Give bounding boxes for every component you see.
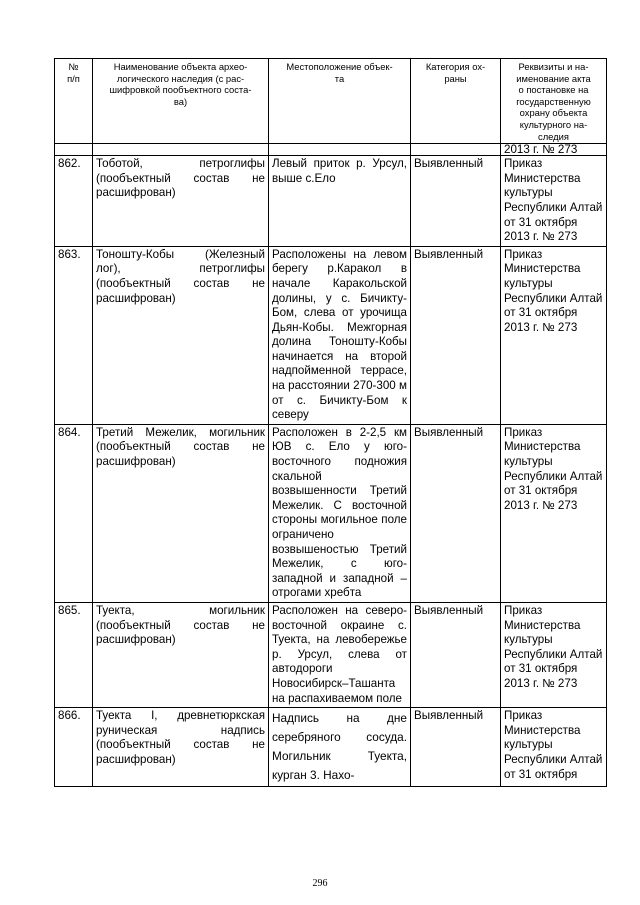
object-location: Расположены на левом берегу р.Каракол в начале Каракольской долины, у с. Бичикту-Бом, слева от урочища Дьян-Кобы. Межгорная долина Тоношту-Кобы начинается на второй надпойменной террасе, на расстоянии 270-300 м от с. Бичикту-Бом к северу	[269, 246, 411, 424]
table-row	[55, 602, 607, 707]
act-details: Приказ Министерства культуры Республики Алтай от 31 октября 2013 г. № 273	[501, 424, 607, 602]
act-details: Приказ Министерства культуры Республики Алтай от 31 октября 2013 г. № 273	[501, 602, 607, 707]
protection-category: Выявленный	[411, 246, 501, 424]
act-details: Приказ Министерства культуры Республики Алтай от 31 октября 2013 г. № 273	[501, 246, 607, 424]
header-num: № п/п	[55, 59, 93, 144]
table-row	[55, 424, 607, 602]
protection-category: Выявленный	[411, 708, 501, 787]
table-row	[55, 246, 607, 424]
object-name: Туекта, могильник (пообъектный состав не расшифрован)	[93, 602, 269, 707]
object-location: Надпись на дне серебряного сосуда. Могильник Туекта, курган 3. Нахо-	[269, 708, 411, 787]
row-number: 866.	[55, 708, 93, 787]
continuation-act: 2013 г. № 273	[501, 144, 607, 156]
row-number: 862.	[55, 156, 93, 247]
protection-category: Выявленный	[411, 424, 501, 602]
table-row	[55, 156, 607, 247]
act-details: Приказ Министерства культуры Республики Алтай от 31 октября 2013 г. № 273	[501, 156, 607, 247]
object-name: Туекта I, древнетюркская руническая надпись (пообъектный состав не расшифрован)	[93, 708, 269, 787]
object-name: Тоботой, петроглифы (пообъектный состав не расшифрован)	[93, 156, 269, 247]
protection-category: Выявленный	[411, 156, 501, 247]
table-row	[55, 708, 607, 787]
object-location: Левый приток р. Урсул, выше с.Ело	[269, 156, 411, 247]
row-number: 863.	[55, 246, 93, 424]
heritage-registry-table	[54, 58, 607, 787]
header-category: Категория ох- раны	[411, 59, 501, 144]
header-act: Реквизиты и на- именование акта о постановке на государственную охрану объекта культурного на- следия	[501, 59, 607, 144]
table-header-row	[55, 59, 607, 144]
object-name: Третий Межелик, могильник (пообъектный состав не расшифрован)	[93, 424, 269, 602]
continuation-row	[55, 144, 607, 156]
row-number: 865.	[55, 602, 93, 707]
act-details: Приказ Министерства культуры Республики Алтай от 31 октября	[501, 708, 607, 787]
row-number: 864.	[55, 424, 93, 602]
object-name: Тоношту-Кобы (Железный лог), петроглифы (пообъектный состав не расшифрован)	[93, 246, 269, 424]
header-name: Наименование объекта архео- логического наследия (с рас- шифровкой пообъектного соста- ва)	[93, 59, 269, 144]
header-location: Местоположение объек- та	[269, 59, 411, 144]
protection-category: Выявленный	[411, 602, 501, 707]
object-location: Расположен в 2-2,5 км ЮВ с. Ело у юго-восточного подножия скальной возвышенности Третий Межелик. С восточной стороны могильное поле ограничено возвышеностью Третий Межелик, с юго-западной и западной – отрогами хребта	[269, 424, 411, 602]
page-number: 296	[312, 878, 328, 889]
object-location: Расположен на северо-восточной окраине с. Туекта, на левобережье р. Урсул, слева от автодороги Новосибирск–Ташанта на распахиваемом поле	[269, 602, 411, 707]
